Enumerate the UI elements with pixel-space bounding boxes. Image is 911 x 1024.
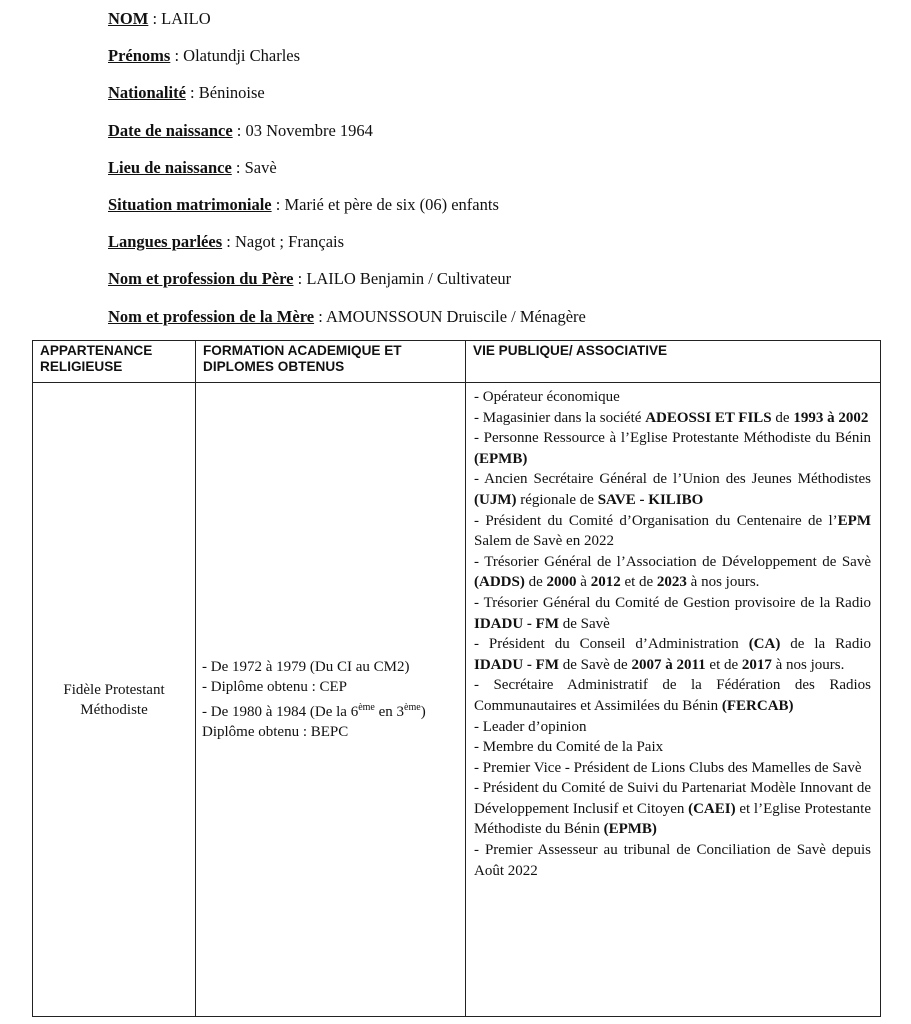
field-value: 03 Novembre 1964 [245,120,373,140]
field-situation: Situation matrimoniale : Marié et père de six (06) enfants [108,194,499,214]
cell-vie-publique [466,383,881,1017]
formation-item: - De 1972 à 1979 (Du CI au CM2) [202,658,410,675]
list-item: - Président du Conseil d’Administration (CA) de la Radio IDADU - FM de Savè de 2007 à 2011 et de 2017 à nos jours. [474,636,871,673]
list-item: - Président du Comité d’Organisation du Centenaire de l’EPM Salem de Savè en 2022 [474,512,871,550]
cell-formation [196,383,466,1017]
field-value: LAILO Benjamin / Cultivateur [306,269,512,289]
table-row [33,383,881,1017]
field-value: Olatundji Charles [183,46,301,66]
list-item: - Trésorier Général du Comité de Gestion provisoire de la Radio IDADU - FM de Savè [474,594,871,632]
list-item: - Magasinier dans la société ADEOSSI ET FILS de 1993 à 2002 [474,409,869,426]
header-religion: APPARTENANCE RELIGIEUSE [33,341,196,383]
field-lieu-naissance: Lieu de naissance : Savè [108,157,277,177]
field-prenoms: Prénoms : Olatundji Charles [108,46,301,66]
field-label: Nationalité [108,83,186,103]
cell-religion: Fidèle Protestant Méthodiste [33,383,196,1017]
field-value: LAILO [161,9,211,28]
identity-fields [108,6,586,341]
table-header-row [33,341,881,383]
formation-item: - Diplôme obtenu : CEP [202,679,347,695]
field-label: Nom et profession de la Mère [108,306,315,326]
header-formation: FORMATION ACADEMIQUE ET DIPLOMES OBTENUS [196,341,466,383]
field-nom: NOM : LAILO [108,9,211,28]
field-label: Langues parlées [108,232,223,252]
list-item: - Trésorier Général de l’Association de Développement de Savè (ADDS) de 2000 à 2012 et de 2023 à nos jours. [474,553,871,591]
info-table [32,340,881,1017]
field-mere: Nom et profession de la Mère : AMOUNSSOUN Druiscile / Ménagère [108,306,586,326]
field-label: Prénoms [108,46,171,66]
list-item: - Premier Assesseur au tribunal de Conciliation de Savè depuis Août 2022 [474,842,871,879]
header-vie-publique: VIE PUBLIQUE/ ASSOCIATIVE [466,341,881,383]
field-label: Date de naissance [108,120,233,140]
field-date-naissance: Date de naissance : 03 Novembre 1964 [108,120,373,140]
list-item: - Président du Comité de Suivi du Partenariat Modèle Innovant de Développement Inclusif et Citoyen (CAEI) et l’Eglise Protestante Méthodiste du Bénin (EPMB) [474,780,871,838]
field-label: NOM [108,9,149,28]
field-value: Béninoise [198,83,265,103]
field-nationalite: Nationalité : Béninoise [108,83,265,103]
formation-item: - De 1980 à 1984 (De la 6ème en 3ème) Diplôme obtenu : BEPC [202,701,426,740]
list-item: - Personne Ressource à l’Eglise Protestante Méthodiste du Bénin (EPMB) [474,430,871,467]
list-item: - Ancien Secrétaire Général de l’Union des Jeunes Méthodistes (UJM) régionale de SAVE - KILIBO [474,471,871,508]
list-item: - Leader d’opinion [474,718,587,735]
field-langues: Langues parlées : Nagot ; Français [108,232,345,252]
list-item: - Premier Vice - Président de Lions Clubs des Mamelles de Savè [474,759,862,776]
field-label: Lieu de naissance [108,157,232,177]
list-item: - Membre du Comité de la Paix [474,739,664,756]
field-value: Savè [244,157,277,177]
field-label: Situation matrimoniale [108,194,272,214]
field-label: Nom et profession du Père [108,269,294,289]
field-value: AMOUNSSOUN Druiscile / Ménagère [326,306,586,326]
list-item: - Secrétaire Administratif de la Fédération des Radios Communautaires et Assimilées du Bénin (FERCAB) [474,677,871,714]
field-pere: Nom et profession du Père : LAILO Benjamin / Cultivateur [108,269,512,289]
list-item: - Opérateur économique [474,389,620,405]
field-value: Marié et père de six (06) enfants [284,194,499,214]
field-value: Nagot ; Français [234,232,345,252]
